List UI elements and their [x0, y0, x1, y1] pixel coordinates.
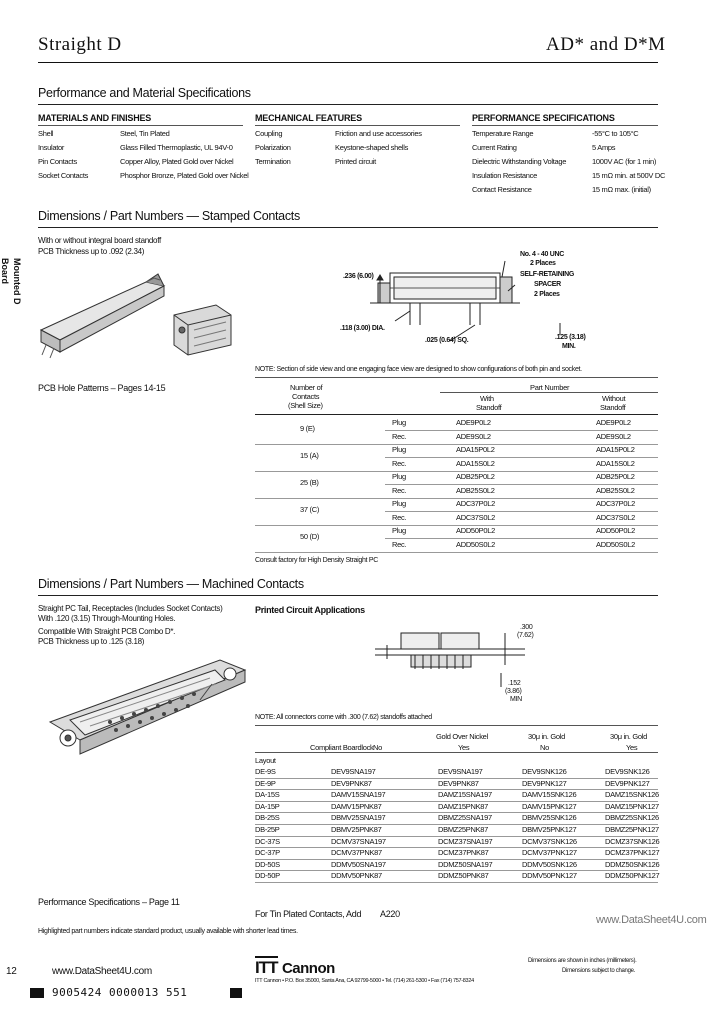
materials-row-label: Pin Contacts: [38, 157, 77, 166]
stamped-size-cell: 25 (B): [300, 478, 319, 487]
machined-compliant-cell: DAMV15SNA197: [331, 790, 386, 800]
stamped-intro-1: With or without integral board standoff: [38, 236, 161, 245]
machined-layout-cell: DB-25S: [255, 813, 280, 823]
machined-intro-3: Compatible With Straight PCB Combo D*.: [38, 627, 176, 636]
machined-intro-2: With .120 (3.15) Through-Mounting Holes.: [38, 614, 176, 623]
dim-label-4: SELF-RETAINING: [520, 271, 575, 278]
th-without-standoff: Standoff: [600, 403, 626, 412]
stamped-without-standoff-cell: ADC37P0L2: [596, 499, 635, 508]
header-right-title: AD* and D*M: [546, 34, 666, 55]
machined-gold30-no-cell: DBMV25SNK126: [522, 813, 577, 823]
performance-row-value: 15 mΩ max. (initial): [592, 185, 651, 194]
stamped-without-standoff-cell: ADE9P0L2: [596, 418, 631, 427]
stamped-with-standoff-cell: ADE9P0L2: [456, 418, 491, 427]
stamped-intro-2: PCB Thickness up to .092 (2.34): [38, 247, 145, 256]
barcode-block-left: [30, 988, 44, 998]
performance-heading-rule: [472, 125, 658, 126]
materials-row-value: Glass Filled Thermoplastic, UL 94V-0: [120, 143, 233, 152]
machined-gold30-no-cell: DEV9PNK127: [522, 778, 567, 788]
mh-rule: [255, 752, 658, 753]
machined-compliant-cell: DBMV25SNA197: [331, 813, 386, 823]
th-contacts-3: (Shell Size): [288, 401, 323, 410]
dim-label-5: SPACER: [534, 281, 561, 288]
stamped-size-cell: 50 (D): [300, 532, 320, 541]
performance-row-label: Insulation Resistance: [472, 171, 537, 180]
stamped-rule: [38, 227, 658, 228]
header-rule: [38, 62, 658, 63]
stamped-without-standoff-cell: ADA15P0L2: [596, 445, 635, 454]
footer-right-2: Dimensions subject to change.: [562, 968, 636, 974]
stamped-with-standoff-cell: ADE9S0L2: [456, 431, 491, 441]
highlight-note: Highlighted part numbers indicate standard product, usually available with shorter lead times.: [38, 928, 298, 935]
stamped-with-standoff-cell: ADA15S0L2: [456, 458, 495, 468]
mechanical-row-label: Termination: [255, 157, 291, 166]
machined-layout-cell: DA-15S: [255, 790, 280, 800]
stamped-gender-cell: Plug: [392, 526, 406, 535]
dim-label-7: .118 (3.00) DIA.: [340, 325, 385, 332]
machined-compliant-cell: DDMV50PNK87: [331, 871, 382, 881]
machined-connector-photo: [40, 650, 255, 760]
perf-rule: [38, 104, 658, 105]
machined-compliant-cell: DEV9PNK87: [331, 778, 372, 788]
machined-gold30-no-cell: DDMV50PNK127: [522, 871, 577, 881]
machined-gold30-yes-cell: DDMZ50PNK127: [605, 871, 660, 881]
materials-row-label: Socket Contacts: [38, 171, 89, 180]
machined-gold30-yes-cell: DAMZ15SNK126: [605, 790, 659, 800]
performance-row-value: 15 mΩ min. at 500V DC: [592, 171, 666, 180]
mechanical-row-value: Friction and use accessories: [335, 129, 422, 138]
stamped-with-standoff-cell: ADB25S0L2: [456, 485, 495, 495]
machined-compliant-cell: DDMV50SNA197: [331, 859, 386, 869]
th-without: Without: [602, 394, 626, 403]
stamped-connector-photo: [36, 260, 246, 370]
machined-layout-cell: DE-9S: [255, 767, 276, 776]
machined-gold30-no-cell: DAMV15SNK126: [522, 790, 577, 800]
machined-layout-cell: DC-37P: [255, 848, 280, 858]
performance-row-label: Contact Resistance: [472, 185, 532, 194]
stamped-size-cell: 15 (A): [300, 451, 319, 460]
machined-gold-nickel-cell: DAMZ15SNA197: [438, 790, 492, 800]
stamped-without-standoff-cell: ADC37S0L2: [596, 512, 635, 522]
stamped-without-standoff-cell: ADA15S0L2: [596, 458, 635, 468]
machined-compliant-cell: DAMV15PNK87: [331, 801, 382, 811]
itt-cannon-logo: [255, 958, 335, 978]
stamped-gender-cell: Plug: [392, 499, 406, 508]
barcode-block-right: [230, 988, 242, 998]
stamped-note-rule: [255, 377, 658, 378]
mechanical-row-value: Keystone-shaped shells: [335, 143, 409, 152]
mh-h3: 30μ in. Gold: [528, 732, 565, 741]
mh-h1: Compliant Boardlock: [310, 743, 374, 752]
machined-gold-nickel-cell: DDMZ50PNK87: [438, 871, 489, 881]
th-rule: [255, 414, 658, 415]
machined-layout-cell: DB-25P: [255, 825, 280, 834]
stamped-gender-cell: Rec.: [392, 539, 407, 549]
mh-h3b: No: [540, 743, 549, 752]
mechanical-heading: MECHANICAL FEATURES: [255, 113, 362, 123]
dim-label-8: .025 (0.64) SQ.: [425, 337, 469, 344]
machined-rule: [38, 595, 658, 596]
th-with: With: [480, 394, 494, 403]
machined-section-title: Dimensions / Part Numbers — Machined Contacts: [38, 577, 304, 591]
machined-gold30-no-cell: DBMV25PNK127: [522, 825, 577, 834]
stamped-with-standoff-cell: ADA15P0L2: [456, 445, 495, 454]
machined-gold30-yes-cell: DEV9SNK126: [605, 767, 650, 776]
machined-row-rule: [255, 882, 658, 883]
machined-layout-cell: DD-50P: [255, 871, 280, 881]
performance-row-label: Dielectric Withstanding Voltage: [472, 157, 567, 166]
dim-label-1: .236 (6.00): [343, 273, 374, 280]
mh-h4b: Yes: [626, 743, 638, 752]
th-part-number: Part Number: [530, 383, 570, 392]
machined-gold-nickel-cell: DBMZ25PNK87: [438, 825, 489, 834]
materials-row-value: Steel, Tin Plated: [120, 129, 170, 138]
dim-label-10: MIN.: [562, 343, 576, 350]
machined-gold-nickel-cell: DEV9SNA197: [438, 767, 483, 776]
footer-right-1: Dimensions are shown in inches (millimeters).: [528, 958, 637, 964]
footer-site: www.DataSheet4U.com: [52, 966, 152, 977]
side-tab-2: [12, 258, 22, 305]
dim-label-3: 2 Places: [530, 260, 556, 267]
mh-h2b: Yes: [458, 743, 470, 752]
stamped-row-rule: [255, 552, 658, 553]
mh-h1b: No: [373, 743, 382, 752]
mh-h4: 30μ in. Gold: [610, 732, 647, 741]
mechanical-row-label: Polarization: [255, 143, 291, 152]
pcb-hole-ref: PCB Hole Patterns – Pages 14-15: [38, 383, 166, 393]
th-pn-rule: [440, 392, 658, 393]
machined-gold30-yes-cell: DCMZ37SNK126: [605, 836, 660, 846]
side-tab: [0, 258, 10, 284]
header-left-title: Straight D: [38, 34, 122, 55]
mh-layout: Layout: [255, 756, 276, 765]
stamped-gender-cell: Rec.: [392, 458, 407, 468]
mechanical-row-value: Printed circuit: [335, 157, 376, 166]
machined-intro-1: Straight PC Tail, Receptacles (Includes Socket Contacts): [38, 604, 223, 613]
machined-gold30-yes-cell: DDMZ50SNK126: [605, 859, 660, 869]
machined-gold30-no-cell: DDMV50SNK126: [522, 859, 577, 869]
machined-gold30-yes-cell: DEV9PNK127: [605, 778, 650, 788]
pca-dim-2b: (3.86): [505, 688, 522, 695]
tin-label: For Tin Plated Contacts, Add: [255, 909, 362, 919]
performance-row-value: -55°C to 105°C: [592, 129, 639, 138]
machined-gold-nickel-cell: DDMZ50SNA197: [438, 859, 493, 869]
machined-layout-cell: DA-15P: [255, 801, 280, 811]
machined-compliant-cell: DEV9SNA197: [331, 767, 376, 776]
machined-gold-nickel-cell: DEV9PNK87: [438, 778, 479, 788]
stamped-without-standoff-cell: ADB25S0L2: [596, 485, 635, 495]
stamped-with-standoff-cell: ADD50S0L2: [456, 539, 495, 549]
performance-row-value: 1000V AC (for 1 min): [592, 157, 657, 166]
stamped-with-standoff-cell: ADC37S0L2: [456, 512, 495, 522]
perf-section-title: Performance and Material Specifications: [38, 86, 251, 100]
machined-gold30-yes-cell: DCMZ37PNK127: [605, 848, 660, 858]
stamped-with-standoff-cell: ADC37P0L2: [456, 499, 495, 508]
side-tab-line2: Mounted D: [12, 258, 22, 305]
performance-row-label: Temperature Range: [472, 129, 534, 138]
machined-gold-nickel-cell: DCMZ37PNK87: [438, 848, 489, 858]
page-number: 12: [6, 966, 17, 977]
logo-itt: ITT: [255, 958, 278, 977]
stamped-gender-cell: Plug: [392, 472, 406, 481]
performance-row-value: 5 Amps: [592, 143, 616, 152]
stamped-gender-cell: Rec.: [392, 431, 407, 441]
machined-gold30-no-cell: DEV9SNK126: [522, 767, 567, 776]
watermark: www.DataSheet4U.com: [596, 914, 707, 926]
mechanical-row-label: Coupling: [255, 129, 283, 138]
machined-compliant-cell: DBMV25PNK87: [331, 825, 382, 834]
pca-title: Printed Circuit Applications: [255, 605, 365, 615]
perf-spec-ref: Performance Specifications – Page 11: [38, 897, 180, 907]
stamped-footnote: Consult factory for High Density Straight PC: [255, 557, 378, 564]
materials-heading: MATERIALS AND FINISHES: [38, 113, 152, 123]
machined-note-rule: [255, 725, 658, 726]
machined-intro-4: PCB Thickness up to .125 (3.18): [38, 637, 145, 646]
footer-address: ITT Cannon • P.O. Box 35000, Santa Ana, CA 92799-5000 • Tel. (714) 261-5300 • Fax (714) 757-8324: [255, 978, 474, 984]
performance-heading: PERFORMANCE SPECIFICATIONS: [472, 113, 615, 123]
dim-label-6: 2 Places: [534, 291, 560, 298]
stamped-gender-cell: Plug: [392, 418, 406, 427]
mechanical-heading-rule: [255, 125, 460, 126]
machined-gold-nickel-cell: DBMZ25SNA197: [438, 813, 492, 823]
th-contacts-1: Number of: [290, 383, 323, 392]
th-contacts-2: Contacts: [292, 392, 320, 401]
machined-layout-cell: DE-9P: [255, 778, 276, 788]
pca-dim-1b: (7.62): [517, 632, 534, 639]
stamped-with-standoff-cell: ADB25P0L2: [456, 472, 495, 481]
materials-row-label: Insulator: [38, 143, 65, 152]
stamped-gender-cell: Rec.: [392, 512, 407, 522]
machined-gold30-yes-cell: DBMZ25PNK127: [605, 825, 659, 834]
pca-dim-1a: .300: [520, 624, 533, 631]
machined-layout-cell: DD-50S: [255, 859, 280, 869]
machined-gold30-no-cell: DAMV15PNK127: [522, 801, 577, 811]
machined-gold30-no-cell: DCMV37PNK127: [522, 848, 577, 858]
mh-h2: Gold Over Nickel: [436, 732, 488, 741]
machined-gold-nickel-cell: DAMZ15PNK87: [438, 801, 489, 811]
stamped-without-standoff-cell: ADD50S0L2: [596, 539, 635, 549]
dim-label-2: No. 4 - 40 UNC: [520, 251, 565, 258]
machined-gold-nickel-cell: DCMZ37SNA197: [438, 836, 493, 846]
stamped-note: NOTE: Section of side view and one engaging face view are designed to show configurations of both pin and socket.: [255, 366, 582, 373]
machined-layout-cell: DC-37S: [255, 836, 280, 846]
stamped-without-standoff-cell: ADE9S0L2: [596, 431, 631, 441]
stamped-size-cell: 37 (C): [300, 505, 320, 514]
stamped-without-standoff-cell: ADB25P0L2: [596, 472, 635, 481]
side-tab-line1: Board: [0, 258, 10, 285]
barcode-text: 9005424 0000013 551: [52, 986, 188, 999]
stamped-with-standoff-cell: ADD50P0L2: [456, 526, 495, 535]
machined-gold30-yes-cell: DBMZ25SNK126: [605, 813, 659, 823]
machined-compliant-cell: DCMV37PNK87: [331, 848, 382, 858]
pca-dim-2c: MIN: [510, 696, 522, 703]
stamped-gender-cell: Rec.: [392, 485, 407, 495]
machined-gold30-yes-cell: DAMZ15PNK127: [605, 801, 659, 811]
pca-dim-2a: .152: [508, 680, 521, 687]
materials-row-label: Shell: [38, 129, 54, 138]
machined-compliant-cell: DCMV37SNA197: [331, 836, 386, 846]
machined-gold30-no-cell: DCMV37SNK126: [522, 836, 577, 846]
performance-row-label: Current Rating: [472, 143, 517, 152]
logo-cannon: Cannon: [281, 960, 335, 977]
materials-heading-rule: [38, 125, 243, 126]
stamped-without-standoff-cell: ADD50P0L2: [596, 526, 635, 535]
stamped-size-cell: 9 (E): [300, 424, 315, 433]
materials-row-value: Copper Alloy, Plated Gold over Nickel: [120, 157, 234, 166]
tin-code: A220: [380, 909, 400, 919]
stamped-gender-cell: Plug: [392, 445, 406, 454]
th-with-standoff: Standoff: [476, 403, 502, 412]
stamped-section-title: Dimensions / Part Numbers — Stamped Contacts: [38, 209, 300, 223]
materials-row-value: Phosphor Bronze, Plated Gold over Nickel: [120, 171, 249, 180]
machined-note: NOTE: All connectors come with .300 (7.62) standoffs attached: [255, 714, 432, 721]
dim-label-9: .125 (3.18): [555, 334, 586, 341]
